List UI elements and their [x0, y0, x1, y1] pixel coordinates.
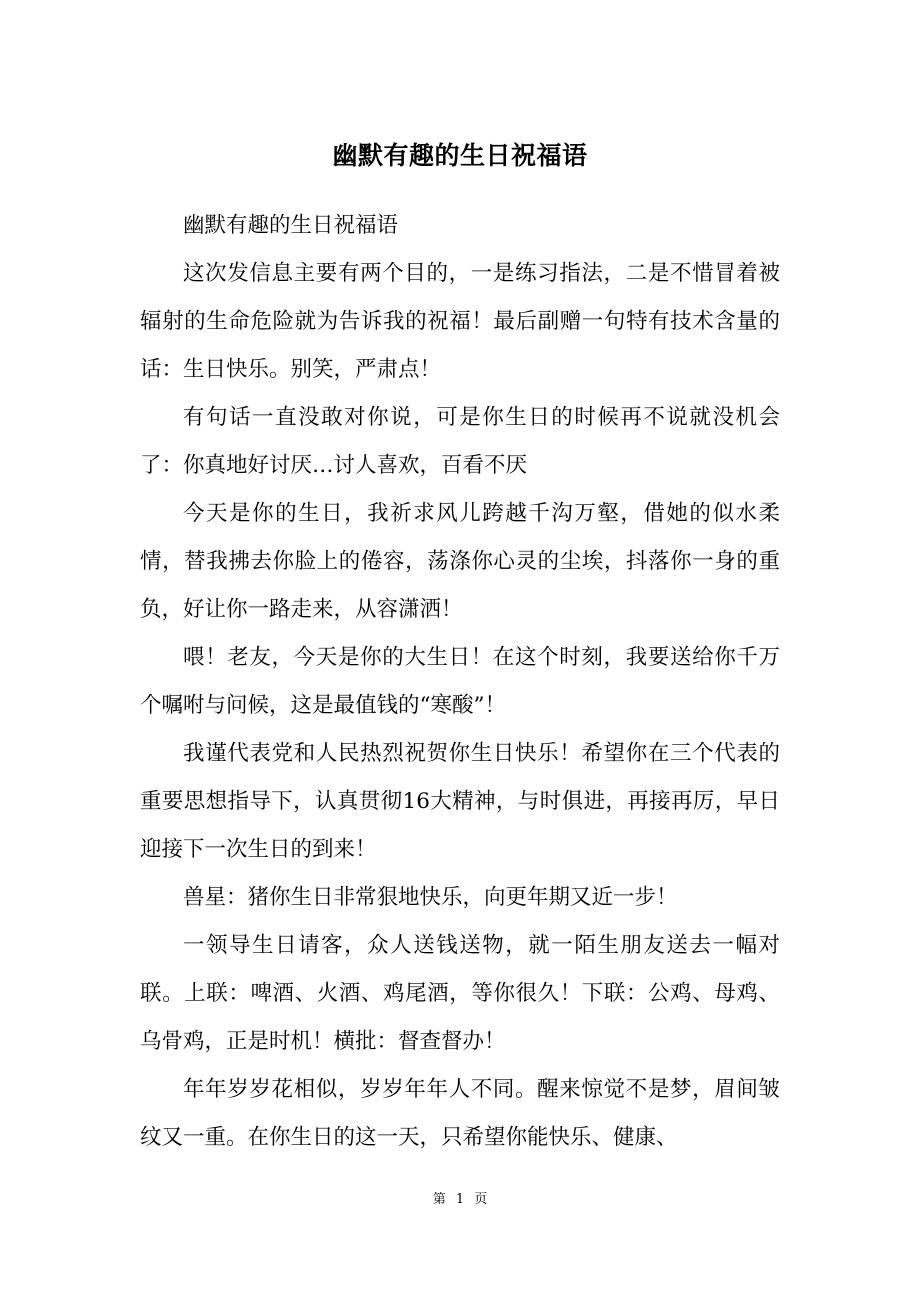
paragraph: 这次发信息主要有两个目的，一是练习指法，二是不惜冒着被辐射的生命危险就为告诉我的祝福！最后副赠一句特有技术含量的话：生日快乐。别笑，严肃点！	[140, 261, 780, 382]
paragraph: 喂！老友，今天是你的大生日！在这个时刻，我要送给你千万个嘱咐与问候，这是最值钱的“寒酸”！	[140, 645, 780, 718]
page-number: 1	[455, 1192, 465, 1207]
paragraph: 兽星：猪你生日非常狠地快乐，向更年期又近一步！	[183, 885, 678, 910]
document-body	[140, 202, 780, 1162]
page-number-prefix: 第	[432, 1192, 446, 1207]
paragraph: 幽默有趣的生日祝福语	[183, 213, 399, 238]
paragraph: 我谨代表党和人民热烈祝贺你生日快乐！希望你在三个代表的重要思想指导下，认真贯彻16大精神，与时俱进，再接再厉，早日迎接下一次生日的到来！	[140, 741, 780, 862]
document-title: 幽默有趣的生日祝福语	[332, 141, 588, 170]
paragraph: 一领导生日请客，众人送钱送物，就一陌生朋友送去一幅对联。上联：啤酒、火酒、鸡尾酒，等你很久！下联：公鸡、母鸡、乌骨鸡，正是时机！横批：督查督办！	[140, 933, 780, 1054]
paragraph: 年年岁岁花相似，岁岁年年人不同。醒来惊觉不是梦，眉间皱纹又一重。在你生日的这一天，只希望你能快乐、健康、	[140, 1077, 780, 1150]
page-footer	[0, 1191, 920, 1209]
paragraph: 有句话一直没敢对你说，可是你生日的时候再不说就没机会了：你真地好讨厌…讨人喜欢，百看不厌	[140, 405, 780, 478]
paragraph: 今天是你的生日，我祈求风儿跨越千沟万壑，借她的似水柔情，替我拂去你脸上的倦容，荡涤你心灵的尘埃，抖落你一身的重负，好让你一路走来，从容潇洒！	[140, 501, 780, 622]
page-number-suffix: 页	[474, 1192, 488, 1207]
